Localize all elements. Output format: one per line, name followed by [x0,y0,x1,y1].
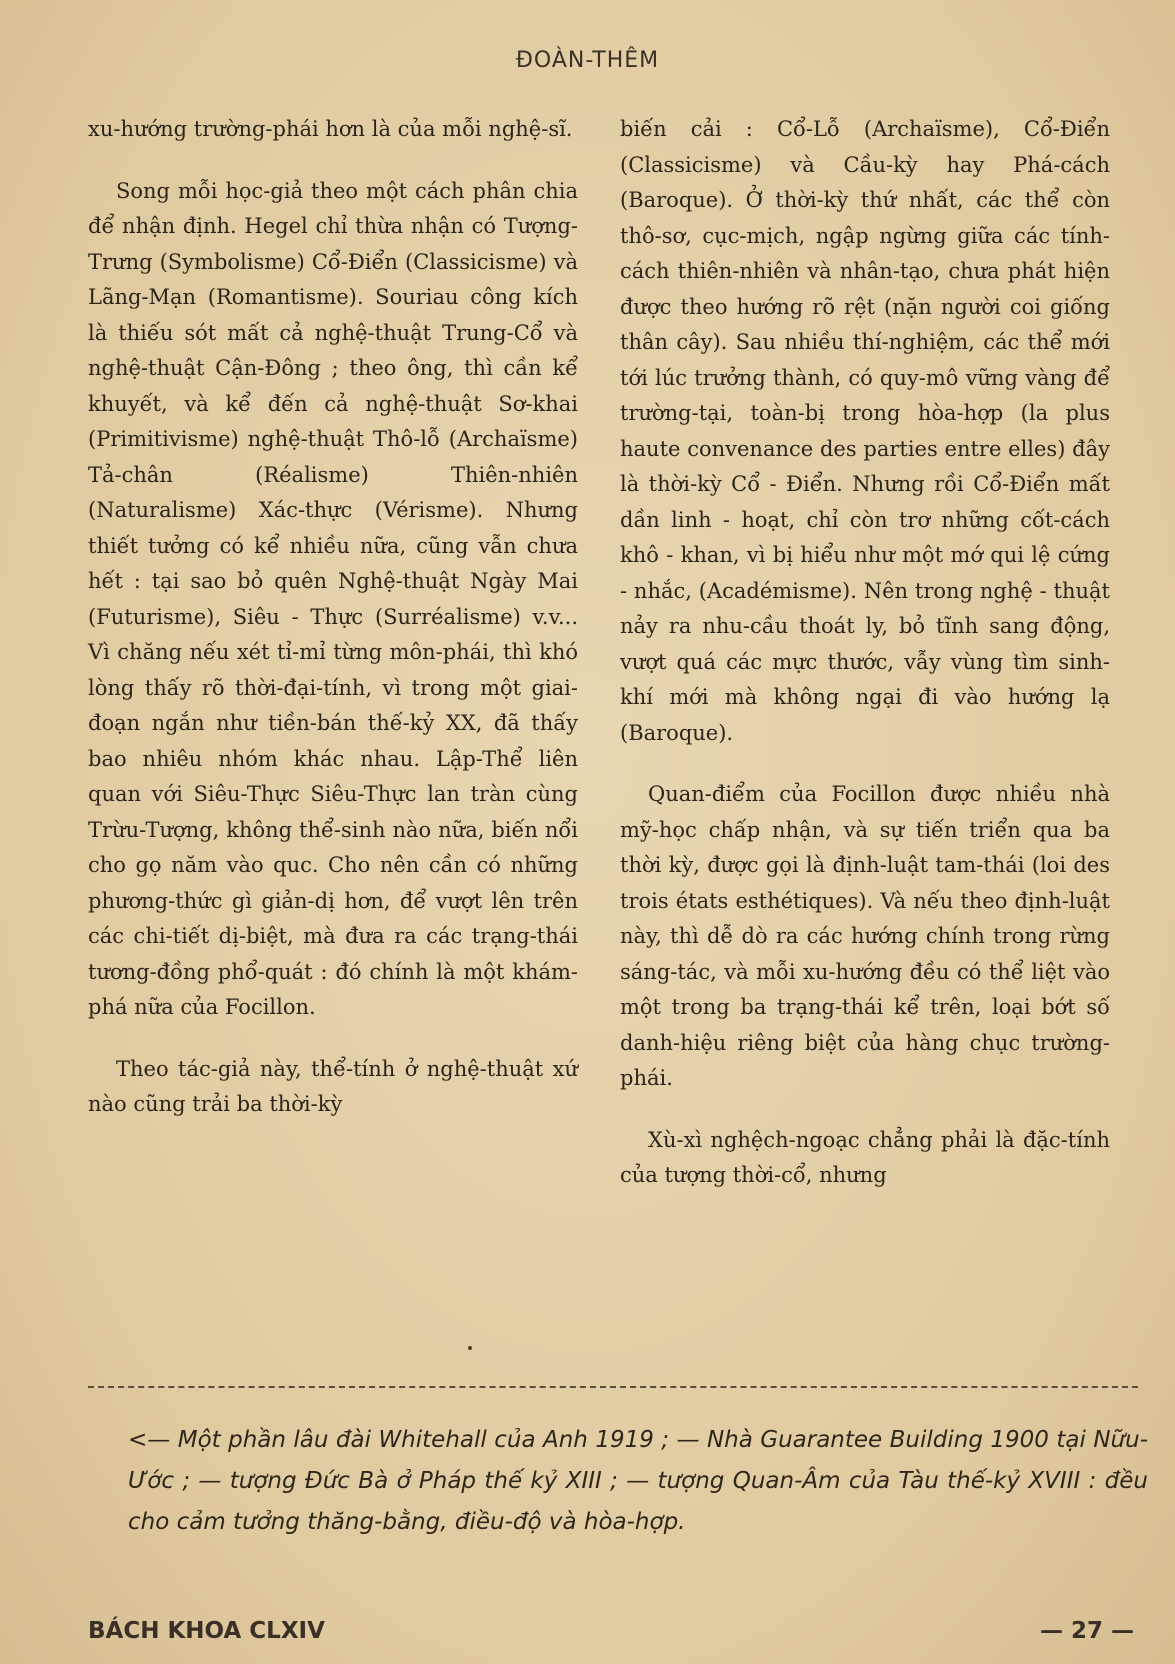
footer-publication: BÁCH KHOA CLXIV [88,1618,325,1644]
right-paragraph-2: Quan-điểm của Focillon được nhiều nhà mỹ-học chấp nhận, và sự tiến triển qua ba thời kỳ, được gọi là định-luật tam-thái (loi des trois états esthétiques). Và nếu theo định-luật này, thì dễ dò ra các hướng chính trong rừng sáng-tác, và mỗi xu-hướng đều có thể liệt vào một trong ba trạng-thái kể trên, loại bớt số danh-hiệu riêng biệt của hàng chục trường-phái. [620,782,1110,1090]
left-paragraph-1: xu-hướng trường-phái hơn là của mỗi nghệ-sĩ. [88,117,573,141]
page-number: — 27 — [1040,1618,1135,1644]
caption-divider [88,1386,1138,1388]
left-paragraph-3: Theo tác-giả này, thể-tính ở nghệ-thuật xứ nào cũng trải ba thời-kỳ [88,1056,578,1116]
ink-dot [468,1346,472,1350]
right-paragraph-3: Xù-xì nghệch-ngoạc chẳng phải là đặc-tính của tượng thời-cổ, nhưng [620,1127,1110,1187]
left-paragraph-2: Song mỗi học-giả theo một cách phân chia để nhận định. Hegel chỉ thừa nhận có Tượng-Trưng (Symbolisme) Cổ-Điển (Classicisme) và Lãng-Mạn (Romantisme). Souriau công kích là thiếu sót mất cả nghệ-thuật Trung-Cổ và nghệ-thuật Cận-Đông ; theo ông, thì cần kể khuyết, và kể đến cả nghệ-thuật Sơ-khai (Primitivisme) nghệ-thuật Thô-lỗ (Archaïsme) Tả-chân (Réalisme) Thiên-nhiên (Naturalisme) Xác-thực (Vérisme). Nhưng thiết tưởng có kể nhiều nữa, cũng vẫn chưa hết : tại sao bỏ quên Nghệ-thuật Ngày Mai (Futurisme), Siêu - Thực (Surréalisme) v.v... Vì chăng nếu xét tỉ-mỉ từng môn-phái, thì khó lòng thấy rõ thời-đại-tính, vì trong một giai-đoạn ngắn như tiền-bán thế-kỷ XX, đã thấy bao nhiêu nhóm khác nhau. Lập-Thể liên quan với Siêu-Thực Siêu-Thực lan tràn cùng Trừu-Tượng, không thể-sinh nào nữa, biến nổi cho gọ năm vào quc. Cho nên cần có những phương-thức gì giản-dị hơn, để vượt lên trên các chi-tiết dị-biệt, mà đưa ra các trạng-thái tương-đồng phổ-quát : đó chính là một khám-phá nữa của Focillon. [88,178,578,1019]
right-paragraph-1: biến cải : Cổ-Lỗ (Archaïsme), Cổ-Điển (Classicisme) và Cầu-kỳ hay Phá-cách (Baroque). Ở thời-kỳ thứ nhất, các thể còn thô-sơ, cục-mịch, ngập ngừng giữa các tính-cách thiên-nhiên và nhân-tạo, chưa phát hiện được theo hướng rõ rệt (nặn người coi giống thân cây). Sau nhiều thí-nghiệm, các thể mới tới lúc trưởng thành, có quy-mô vững vàng để trường-tại, toàn-bị trong hòa-hợp (la plus haute convenance des parties entre elles) đây là thời-kỳ Cổ - Điển. Nhưng rồi Cổ-Điển mất dần linh - hoạt, chỉ còn trơ những cốt-cách khô - khan, vì bị hiểu như một mớ qui lệ cứng - nhắc, (Académisme). Nên trong nghệ - thuật nảy ra nhu-cầu thoát ly, bỏ tĩnh sang động, vượt quá các mực thước, vẫy vùng tìm sinh-khí mới mà không ngại đi vào hướng lạ (Baroque). [620,117,1110,745]
page-header: ĐOÀN-THÊM [515,48,660,73]
left-column [88,112,578,1149]
right-column [620,112,1110,1220]
figure-caption: <— Một phần lâu đài Whitehall của Anh 1919 ; — Nhà Guarantee Building 1900 tại Nữu-Ước ; — tượng Đức Bà ở Pháp thế kỷ XIII ; — tượng Quan-Âm của Tàu thế-kỷ XVIII : đều cho cảm tưởng thăng-bằng, điều-độ và hòa-hợp. [128,1427,1148,1535]
